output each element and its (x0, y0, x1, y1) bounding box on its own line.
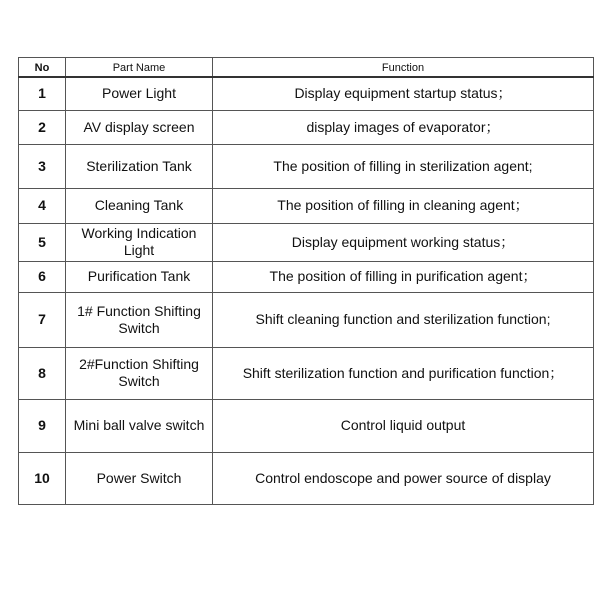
header-part-name: Part Name (66, 58, 213, 78)
part-name: Sterilization Tank (66, 144, 213, 188)
table-row (19, 452, 594, 504)
table-row (19, 347, 594, 399)
row-number: 5 (19, 223, 66, 261)
part-function: display images of evaporator； (213, 110, 594, 144)
part-name: Purification Tank (66, 261, 213, 292)
header-row (19, 58, 594, 78)
part-name: Cleaning Tank (66, 188, 213, 223)
part-function: Shift cleaning function and sterilization function; (213, 292, 594, 347)
row-number: 3 (19, 144, 66, 188)
header-function: Function (213, 58, 594, 78)
header-no: No (19, 58, 66, 78)
table-row (19, 292, 594, 347)
table-header (19, 58, 594, 78)
part-name: Power Switch (66, 452, 213, 504)
table-body (19, 77, 594, 504)
table-row (19, 144, 594, 188)
table-row (19, 399, 594, 452)
table-row (19, 77, 594, 110)
part-function: Display equipment working status； (213, 223, 594, 261)
parts-function-table (18, 57, 594, 505)
part-name: Mini ball valve switch (66, 399, 213, 452)
row-number: 8 (19, 347, 66, 399)
part-function: The position of filling in cleaning agent； (213, 188, 594, 223)
part-function: Shift sterilization function and purification function； (213, 347, 594, 399)
row-number: 4 (19, 188, 66, 223)
part-function: The position of filling in purification agent； (213, 261, 594, 292)
part-name: AV display screen (66, 110, 213, 144)
part-function: Display equipment startup status； (213, 77, 594, 110)
part-name: 2#Function Shifting Switch (66, 347, 213, 399)
part-name: Working Indication Light (66, 223, 213, 261)
part-name: 1# Function Shifting Switch (66, 292, 213, 347)
part-function: Control endoscope and power source of display (213, 452, 594, 504)
table-row (19, 110, 594, 144)
row-number: 9 (19, 399, 66, 452)
table-row (19, 188, 594, 223)
row-number: 2 (19, 110, 66, 144)
table-row (19, 223, 594, 261)
table-row (19, 261, 594, 292)
row-number: 7 (19, 292, 66, 347)
row-number: 1 (19, 77, 66, 110)
row-number: 6 (19, 261, 66, 292)
part-name: Power Light (66, 77, 213, 110)
part-function: Control liquid output (213, 399, 594, 452)
row-number: 10 (19, 452, 66, 504)
part-function: The position of filling in sterilization agent; (213, 144, 594, 188)
